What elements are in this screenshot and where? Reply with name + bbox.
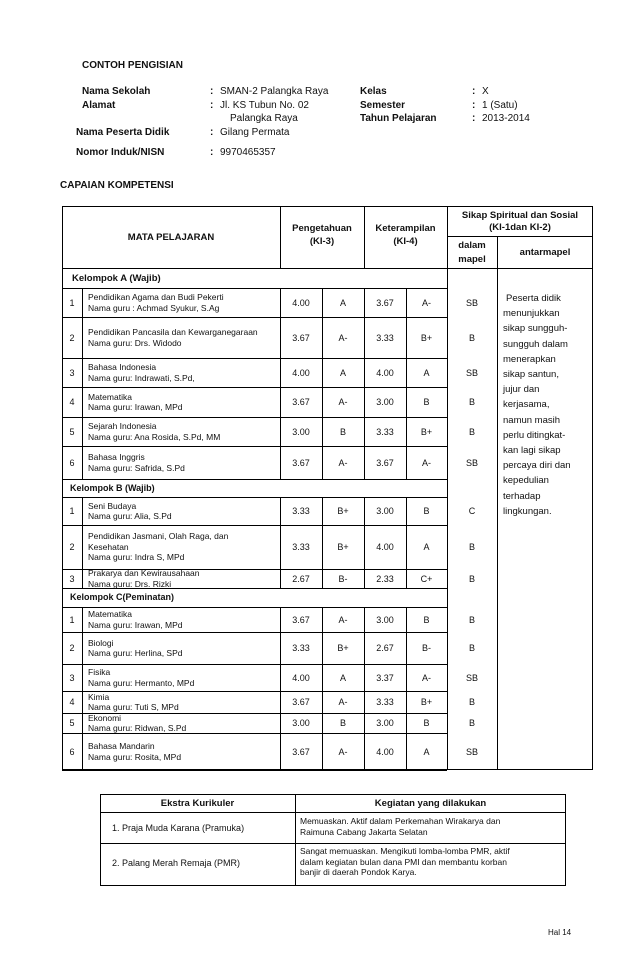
subject-cell	[88, 692, 278, 713]
sep-student: :	[210, 127, 214, 138]
teacher-name: Nama guru: Tuti S, MPd	[88, 702, 179, 712]
header-knowledge-code: (KI-3)	[309, 235, 335, 247]
skill-grade: B	[423, 614, 430, 625]
knowledge-grade: B+	[337, 643, 349, 653]
teacher-name: Nama guru: Rosita, MPd	[88, 751, 182, 762]
row-col-no	[82, 525, 83, 569]
extra-row-1-activity-line-2: Raimuna Cabang Jakarta Selatan	[300, 826, 428, 837]
row-line	[62, 479, 447, 480]
skill-grade: A	[423, 746, 430, 757]
row-number: 5	[69, 718, 75, 728]
header-between: antarmapel	[519, 246, 571, 258]
extra-row-line	[100, 843, 566, 844]
subject-name: Seni Budaya	[88, 500, 137, 511]
knowledge-grade: A-	[338, 746, 348, 757]
row-col-no	[82, 569, 83, 588]
between-description-line: percaya diri dan	[503, 460, 571, 472]
attitude-within: B	[468, 573, 475, 584]
skill-score: 3.33	[376, 426, 394, 437]
teacher-name: Nama guru: Ana Rosida, S.Pd, MM	[88, 431, 221, 442]
extra-header-name: Ekstra Kurikuler	[160, 797, 235, 809]
row-col-no	[82, 446, 83, 479]
knowledge-score: 3.00	[292, 718, 310, 728]
label-class: Kelas	[360, 86, 387, 97]
knowledge-grade: B+	[337, 506, 349, 516]
attitude-within: B	[468, 397, 475, 407]
attitude-within: B	[468, 643, 475, 653]
knowledge-score: 4.00	[292, 367, 310, 378]
header-knowledge: Pengetahuan	[292, 222, 352, 234]
skill-grade: A-	[422, 457, 431, 468]
group-title: Kelompok A (Wajib)	[72, 272, 161, 284]
between-description-line: menerapkan	[503, 353, 556, 365]
skill-grade: B+	[420, 697, 433, 707]
attitude-within: SB	[465, 746, 478, 757]
extra-row-2-activity-line-1: Sangat memuaskan. Mengikuti lomba-lomba PMR, aktif	[300, 846, 510, 856]
value-year: 2013-2014	[482, 113, 530, 124]
knowledge-score: 4.00	[292, 672, 310, 683]
teacher-name: Nama guru: Indra S, MPd	[88, 552, 185, 563]
subject-name-2: Kesehatan	[88, 541, 129, 552]
skill-score: 3.00	[376, 614, 394, 625]
teacher-name: Nama guru: Irawan, MPd	[88, 619, 183, 630]
header-within-2: mapel	[458, 253, 486, 265]
skill-score: 2.33	[376, 573, 394, 584]
knowledge-grade: A	[339, 367, 346, 378]
skill-score: 3.33	[376, 697, 394, 707]
teacher-name: Nama guru: Safrida, S.Pd	[88, 462, 185, 473]
subject-name: Bahasa Inggris	[88, 452, 145, 462]
subject-cell	[88, 609, 278, 630]
row-number: 6	[69, 746, 75, 757]
extra-header-line	[100, 812, 566, 813]
group-title: Kelompok C(Peminatan)	[70, 592, 175, 602]
between-description-line: jujur dan	[503, 384, 540, 396]
page-heading: CONTOH PENGISIAN	[82, 60, 183, 71]
sep-year: :	[472, 113, 476, 124]
teacher-name: Nama guru: Irawan, MPd	[88, 402, 183, 412]
label-address: Alamat	[82, 100, 116, 111]
row-col-no	[82, 358, 83, 387]
subject-cell	[88, 501, 278, 522]
knowledge-grade: A-	[338, 697, 348, 707]
row-number: 2	[69, 332, 75, 343]
sep-class: :	[472, 86, 476, 97]
skill-grade: A-	[422, 297, 431, 308]
subject-name: Bahasa Indonesia	[88, 362, 157, 372]
knowledge-grade: A-	[338, 614, 348, 625]
attitude-within: B	[468, 426, 475, 437]
extra-row-1-activity	[300, 816, 500, 837]
knowledge-grade: A-	[338, 397, 348, 407]
knowledge-score: 3.67	[292, 746, 310, 757]
knowledge-grade: B-	[338, 573, 348, 584]
subject-cell	[88, 568, 278, 589]
skill-score: 4.00	[376, 542, 394, 552]
subject-name: Matematika	[88, 391, 132, 402]
value-nisn: 9970465357	[220, 147, 276, 158]
subject-cell	[88, 292, 278, 313]
subject-name: Sejarah Indonesia	[88, 421, 157, 431]
row-col-no	[82, 317, 83, 358]
label-school: Nama Sekolah	[82, 86, 151, 97]
attitude-within: SB	[465, 297, 478, 308]
row-number: 1	[69, 614, 75, 625]
attitude-within: B	[468, 718, 475, 728]
knowledge-score: 4.00	[292, 297, 310, 308]
value-address: Jl. KS Tubun No. 02	[220, 100, 309, 111]
subject-name: Bahasa Mandarin	[88, 741, 155, 751]
between-description-line: terhadap	[503, 490, 541, 502]
row-col-no	[82, 417, 83, 446]
header-attitude: Sikap Spiritual dan Sosial	[461, 209, 579, 221]
label-nisn: Nomor Induk/NISN	[76, 147, 165, 158]
teacher-name: Nama guru: Drs. Widodo	[88, 337, 182, 348]
sep-semester: :	[472, 100, 476, 111]
attitude-within: SB	[465, 672, 478, 683]
label-year: Tahun Pelajaran	[360, 113, 437, 124]
skill-grade: B	[423, 397, 430, 407]
knowledge-score: 3.67	[292, 614, 310, 625]
skill-grade: B	[423, 718, 430, 728]
page-number: Hal 14	[548, 928, 572, 937]
row-col-no	[82, 713, 83, 733]
teacher-name: Nama guru : Achmad Syukur, S.Ag	[88, 302, 220, 313]
col-line-between	[497, 236, 498, 770]
subject-cell	[88, 713, 278, 734]
row-col-no	[82, 733, 83, 770]
extra-row-2-activity-line-2: dalam kegiatan bulan dana PMI dan membantu korban	[300, 856, 507, 867]
attitude-within: B	[468, 332, 475, 343]
knowledge-grade: A	[339, 672, 346, 683]
extra-row-2-name: 2. Palang Merah Remaja (PMR)	[112, 858, 241, 868]
between-description-line: Peserta didik	[506, 293, 561, 304]
skill-grade: A	[423, 367, 430, 378]
knowledge-grade: B	[339, 426, 346, 437]
subject-name: Fisika	[88, 667, 111, 677]
knowledge-grade: B+	[337, 542, 349, 552]
subject-name: Pendidikan Pancasila dan Kewarganegaraan	[88, 327, 258, 337]
knowledge-score: 3.67	[292, 397, 310, 407]
subject-cell	[88, 392, 278, 413]
knowledge-score: 3.67	[292, 697, 310, 707]
between-description-line: sungguh dalam	[503, 338, 568, 350]
knowledge-grade: A	[339, 297, 346, 308]
value-class: X	[482, 86, 489, 97]
sep-school: :	[210, 86, 214, 97]
between-description-line: namun masih	[503, 414, 561, 426]
sep-address: :	[210, 100, 214, 111]
teacher-name: Nama guru: Ridwan, S.Pd	[88, 723, 187, 733]
skill-score: 4.00	[376, 367, 394, 378]
teacher-name: Nama guru: Drs. Rizki	[88, 578, 172, 589]
teacher-name: Nama guru: Hermanto, MPd	[88, 677, 195, 688]
subject-name: Biologi	[88, 637, 114, 648]
value-address-city: Palangka Raya	[230, 113, 298, 124]
knowledge-score: 3.33	[292, 643, 310, 653]
header-skill: Keterampilan	[375, 222, 436, 234]
skill-grade: A-	[422, 672, 431, 683]
skill-score: 3.37	[376, 672, 394, 683]
teacher-name: Nama guru: Herlina, SPd	[88, 648, 183, 658]
value-semester: 1 (Satu)	[482, 100, 518, 111]
row-number: 1	[69, 297, 75, 308]
knowledge-score: 3.00	[292, 426, 310, 437]
header-subject: MATA PELAJARAN	[127, 231, 215, 243]
subject-cell	[88, 327, 278, 348]
knowledge-score: 2.67	[292, 573, 310, 584]
row-number: 2	[69, 542, 75, 552]
subject-name: Prakarya dan Kewirausahaan	[88, 568, 200, 578]
teacher-name: Nama guru: Indrawati, S.Pd,	[88, 372, 195, 383]
skill-grade: C+	[420, 573, 433, 584]
row-col-no	[82, 664, 83, 691]
knowledge-grade: B	[339, 718, 346, 728]
row-number: 4	[69, 397, 75, 407]
row-number: 2	[69, 643, 75, 653]
label-student: Nama Peserta Didik	[76, 127, 170, 138]
row-number: 3	[69, 672, 75, 683]
attitude-within: C	[468, 506, 476, 516]
subject-name: Matematika	[88, 609, 132, 619]
between-description-line: kepedulian	[503, 475, 549, 487]
skill-grade: B	[423, 506, 430, 516]
subject-cell	[88, 362, 278, 383]
section-title: CAPAIAN KOMPETENSI	[60, 180, 174, 191]
between-description-line: perlu ditingkat-	[503, 429, 566, 441]
subject-cell	[88, 531, 278, 563]
row-col-no	[82, 387, 83, 417]
knowledge-grade: A-	[338, 332, 348, 343]
group-title: Kelompok B (Wajib)	[70, 482, 155, 493]
knowledge-score: 3.33	[292, 506, 310, 516]
subject-name: Ekonomi	[88, 712, 122, 723]
label-semester: Semester	[360, 100, 406, 111]
knowledge-score: 3.67	[292, 457, 310, 468]
subject-name: Pendidikan Jasmani, Olah Raga, dan	[88, 531, 229, 542]
attitude-within: SB	[465, 367, 478, 378]
subject-cell	[88, 421, 278, 442]
header-attitude-code: (KI-1dan KI-2)	[489, 221, 551, 233]
between-description-line: menunjukkan	[503, 308, 560, 320]
row-number: 1	[69, 506, 75, 516]
skill-score: 3.00	[376, 718, 394, 728]
knowledge-score: 3.67	[292, 332, 310, 343]
extra-row-2-activity	[300, 846, 510, 878]
skill-score: 3.00	[376, 397, 394, 407]
value-student: Gilang Permata	[220, 127, 290, 138]
header-within: dalam	[458, 239, 486, 251]
subject-name: Kimia	[88, 691, 110, 702]
skill-score: 4.00	[376, 746, 394, 757]
between-description-line: lingkungan.	[503, 505, 552, 517]
skill-grade: B+	[420, 426, 433, 437]
subject-name: Pendidikan Agama dan Budi Pekerti	[88, 292, 224, 302]
between-description-line: sikap sungguh-	[503, 323, 568, 335]
row-number: 6	[69, 457, 75, 468]
row-col-no	[82, 288, 83, 317]
row-number: 5	[69, 426, 75, 437]
attitude-within: B	[468, 697, 475, 707]
knowledge-grade: A-	[338, 457, 348, 468]
attitude-within: SB	[465, 457, 478, 468]
extra-row-1-name: 1. Praja Muda Karana (Pramuka)	[112, 823, 245, 833]
skill-score: 3.67	[376, 297, 394, 308]
between-description-line: kan lagi sikap	[503, 445, 561, 456]
extra-row-2-activity-line-3: banjir di daerah Pondok Karya.	[300, 867, 417, 877]
skill-score: 3.67	[376, 457, 394, 468]
extra-row-1-activity-line-1: Memuaskan. Aktif dalam Perkemahan Wirakarya dan	[300, 816, 501, 826]
subject-cell	[88, 638, 278, 659]
attitude-within: B	[468, 614, 475, 625]
skill-grade: B-	[422, 643, 431, 653]
sep-nisn: :	[210, 147, 214, 158]
between-description-line: kerjasama,	[503, 399, 550, 411]
header-skill-code: (KI-4)	[393, 235, 418, 247]
skill-score: 3.00	[376, 506, 394, 516]
row-line	[62, 770, 447, 771]
header-bottom-line	[62, 268, 593, 269]
row-number: 3	[69, 573, 75, 584]
value-school: SMAN-2 Palangka Raya	[220, 86, 329, 97]
skill-score: 2.67	[376, 643, 394, 653]
extra-header-activity: Kegiatan yang dilakukan	[374, 797, 487, 809]
skill-grade: A	[423, 542, 430, 552]
row-col-no	[82, 497, 83, 525]
knowledge-score: 3.33	[292, 542, 310, 552]
skill-grade: B+	[420, 332, 433, 343]
attitude-within: B	[468, 542, 475, 552]
row-col-no	[82, 632, 83, 664]
row-number: 4	[69, 697, 75, 707]
skill-score: 3.33	[376, 332, 394, 343]
teacher-name: Nama guru: Alia, S.Pd	[88, 511, 172, 521]
between-description-line: sikap santun,	[503, 369, 559, 380]
subject-cell	[88, 452, 278, 473]
row-col-no	[82, 691, 83, 713]
row-col-no	[82, 607, 83, 632]
subject-cell	[88, 741, 278, 762]
row-number: 3	[69, 367, 75, 378]
subject-cell	[88, 667, 278, 688]
